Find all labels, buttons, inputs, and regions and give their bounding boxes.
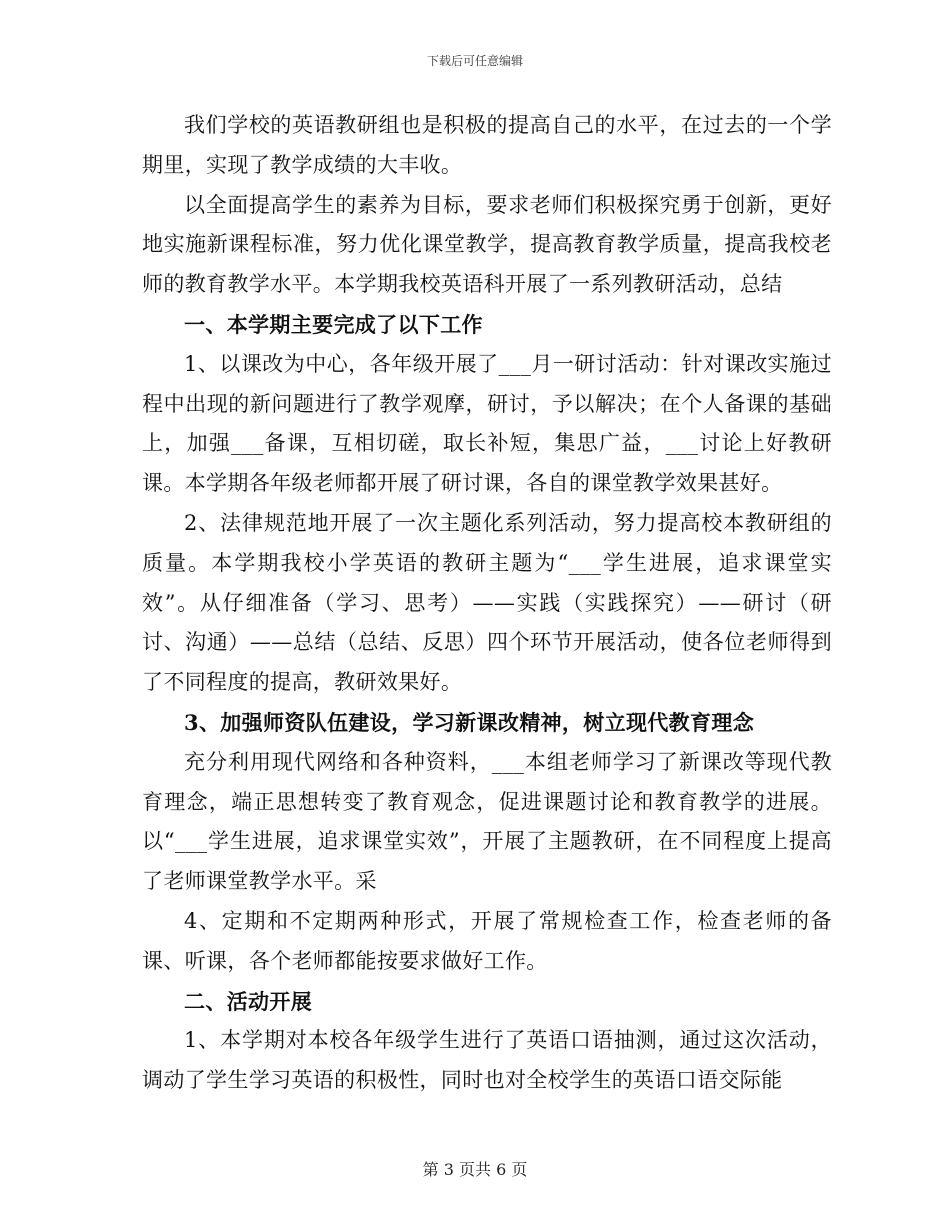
section-heading-work-completed: 一、本学期主要完成了以下工作 bbox=[184, 311, 483, 337]
subheading-teacher-training: 3、加强师资队伍建设，学习新课改精神，树立现代教育理念 bbox=[184, 709, 755, 735]
paragraph-goal: 以全面提高学生的素养为目标，要求老师们积极探究勇于创新，更好地实施新课程标准，努力优化课堂教学，提高教育教学质量，提高我校老师的教育教学水平。本学期我校英语科开展了一系列教研活动，总结 bbox=[142, 192, 832, 297]
paragraph-intro: 我们学校的英语教研组也是积极的提高自己的水平，在过去的一个学期里，实现了教学成绩的大丰收。 bbox=[142, 113, 832, 177]
document-body bbox=[142, 106, 832, 1101]
section-heading-activities: 二、活动开展 bbox=[184, 988, 313, 1014]
page-header: 下载后可任意编辑 bbox=[426, 54, 523, 68]
paragraph-activity-1: 1、本学期对本校各年级学生进行了英语口语抽测，通过这次活动，调动了学生学习英语的积极性，同时也对全校学生的英语口语交际能 bbox=[142, 1028, 832, 1093]
page-number: 第 3 页共 6 页 bbox=[422, 1160, 528, 1179]
paragraph-item-2: 2、法律规范地开展了一次主题化系列活动，努力提高校本教研组的质量。本学期我校小学英语的教研主题为“___学生进展，追求课堂实效”。从仔细准备（学习、思考）——实践（实践探究）——研讨（研讨、沟通）——总结（总结、反思）四个环节开展活动，使各位老师得到了不同程度的提高，教研效果好。 bbox=[142, 510, 832, 695]
paragraph-item-1: 1、以课改为中心，各年级开展了___月一研讨活动：针对课改实施过程中出现的新问题进行了教学观摩，研讨，予以解决；在个人备课的基础上，加强___备课，互相切磋，取长补短，集思广益，___讨论上好教研课。本学期各年级老师都开展了研讨课，各自的课堂教学效果甚好。 bbox=[142, 351, 832, 496]
paragraph-item-3: 充分利用现代网络和各种资料，___本组老师学习了新课改等现代教育理念，端正思想转变了教育观念，促进课题讨论和教育教学的进展。以“___学生进展，追求课堂实效”，开展了主题教研，在不同程度上提高了老师课堂教学水平。采 bbox=[142, 749, 832, 894]
paragraph-item-4: 4、定期和不定期两种形式，开展了常规检查工作，检查老师的备课、听课，各个老师都能按要求做好工作。 bbox=[142, 908, 832, 973]
